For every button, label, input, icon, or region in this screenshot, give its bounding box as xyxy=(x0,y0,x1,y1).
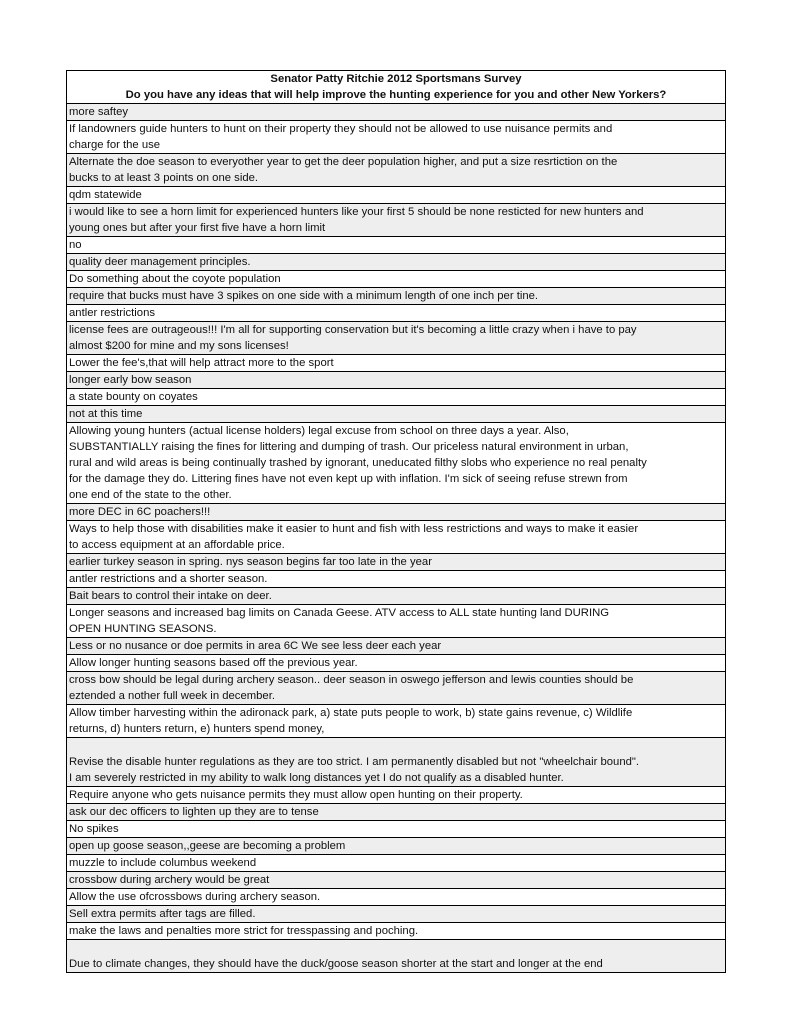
response-row xyxy=(67,104,725,121)
response-text: young ones but after your first five have a horn limit xyxy=(69,222,326,234)
survey-title: Senator Patty Ritchie 2012 Sportsmans Survey xyxy=(270,73,522,85)
response-row xyxy=(67,923,725,940)
response-text: SUBSTANTIALLY raising the fines for littering and dumping of trash. Our priceless natural environment in urban, xyxy=(69,441,629,453)
response-text: not at this time xyxy=(69,408,143,420)
response-row xyxy=(67,154,725,187)
response-row xyxy=(67,588,725,605)
response-row xyxy=(67,738,725,787)
response-row xyxy=(67,355,725,372)
response-text: make the laws and penalties more strict for tresspassing and poching. xyxy=(69,925,419,937)
response-text: Lower the fee's,that will help attract more to the sport xyxy=(69,357,334,369)
response-row xyxy=(67,672,725,705)
response-row xyxy=(67,872,725,889)
table-header xyxy=(67,71,725,104)
response-text: eztended a nother full week in december. xyxy=(69,690,275,702)
response-text: If landowners guide hunters to hunt on their property they should not be allowed to use nuisance permits and xyxy=(69,123,613,135)
response-text: rural and wild areas is being continually trashed by ignorant, uneducated filthy slobs who experience no real penalty xyxy=(69,457,647,469)
response-text: Allow the use ofcrossbows during archery season. xyxy=(69,891,321,903)
response-row xyxy=(67,889,725,906)
response-text: Ways to help those with disabilities make it easier to hunt and fish with less restrictions and ways to make it easier xyxy=(69,523,639,535)
response-row xyxy=(67,821,725,838)
response-row xyxy=(67,406,725,423)
response-text: antler restrictions and a shorter season. xyxy=(69,573,268,585)
response-text: license fees are outrageous!!! I'm all for supporting conservation but it's becoming a little crazy when i have to pay xyxy=(69,324,637,336)
survey-table xyxy=(66,70,726,973)
response-text: i would like to see a horn limit for experienced hunters like your first 5 should be none resticted for new hunters and xyxy=(69,206,644,218)
response-text: Sell extra permits after tags are filled. xyxy=(69,908,256,920)
response-row xyxy=(67,571,725,588)
response-row xyxy=(67,372,725,389)
response-row xyxy=(67,271,725,288)
response-text: Require anyone who gets nuisance permits they must allow open hunting on their property. xyxy=(69,789,523,801)
response-text: almost $200 for mine and my sons licenses! xyxy=(69,340,289,352)
response-row xyxy=(67,423,725,504)
response-text: qdm statewide xyxy=(69,189,142,201)
response-text: more DEC in 6C poachers!!! xyxy=(69,506,211,518)
response-row xyxy=(67,605,725,638)
response-row xyxy=(67,705,725,738)
response-row xyxy=(67,322,725,355)
response-text: Allow longer hunting seasons based off the previous year. xyxy=(69,657,358,669)
response-row xyxy=(67,804,725,821)
response-text: OPEN HUNTING SEASONS. xyxy=(69,623,217,635)
response-row xyxy=(67,787,725,804)
response-row xyxy=(67,554,725,571)
response-text: for the damage they do. Littering fines have not even kept up with inflation. I'm sick of seeing refuse strewn from xyxy=(69,473,628,485)
response-row xyxy=(67,237,725,254)
response-row xyxy=(67,305,725,322)
response-text: Bait bears to control their intake on deer. xyxy=(69,590,272,602)
response-row xyxy=(67,638,725,655)
response-text: antler restrictions xyxy=(69,307,156,319)
response-text: Allow timber harvesting within the adironack park, a) state puts people to work, b) state gains revenue, c) Wildlife xyxy=(69,707,633,719)
response-text: require that bucks must have 3 spikes on one side with a minimum length of one inch per tine. xyxy=(69,290,539,302)
survey-question: Do you have any ideas that will help improve the hunting experience for you and other New Yorkers? xyxy=(125,89,667,101)
response-text: bucks to at least 3 points on one side. xyxy=(69,172,259,184)
response-text: to access equipment at an affordable price. xyxy=(69,539,285,551)
response-text: earlier turkey season in spring. nys season begins far too late in the year xyxy=(69,556,432,568)
response-text: open up goose season,,geese are becoming a problem xyxy=(69,840,346,852)
response-text: Do something about the coyote population xyxy=(69,273,281,285)
response-row xyxy=(67,121,725,154)
response-text: quality deer management principles. xyxy=(69,256,251,268)
response-row xyxy=(67,838,725,855)
response-row xyxy=(67,521,725,554)
response-list xyxy=(67,104,725,972)
response-text: longer early bow season xyxy=(69,374,192,386)
response-row xyxy=(67,187,725,204)
response-row xyxy=(67,389,725,406)
response-row xyxy=(67,204,725,237)
response-text: No spikes xyxy=(69,823,119,835)
response-text: cross bow should be legal during archery season.. deer season in oswego jefferson and lewis counties should be xyxy=(69,674,634,686)
response-text: I am severely restricted in my ability to walk long distances yet I do not qualify as a disabled hunter. xyxy=(69,772,564,784)
response-row xyxy=(67,288,725,305)
response-text: Alternate the doe season to everyother year to get the deer population higher, and put a size resrtiction on the xyxy=(69,156,618,168)
response-text: ask our dec officers to lighten up they are to tense xyxy=(69,806,319,818)
response-row xyxy=(67,504,725,521)
response-text: returns, d) hunters return, e) hunters spend money, xyxy=(69,723,325,735)
response-row xyxy=(67,254,725,271)
response-row xyxy=(67,940,725,972)
response-text: Due to climate changes, they should have the duck/goose season shorter at the start and longer at the end xyxy=(69,958,603,970)
response-text: one end of the state to the other. xyxy=(69,489,232,501)
response-text: more saftey xyxy=(69,106,129,118)
response-text: charge for the use xyxy=(69,139,161,151)
response-row xyxy=(67,655,725,672)
response-text: Allowing young hunters (actual license holders) legal excuse from school on three days a year. Also, xyxy=(69,425,569,437)
response-text: Revise the disable hunter regulations as they are too strict. I am permanently disabled but not "wheelchair bound". xyxy=(69,756,640,768)
response-text: a state bounty on coyates xyxy=(69,391,198,403)
response-row xyxy=(67,855,725,872)
response-text: muzzle to include columbus weekend xyxy=(69,857,257,869)
response-text: crossbow during archery would be great xyxy=(69,874,270,886)
response-row xyxy=(67,906,725,923)
response-text: no xyxy=(69,239,82,251)
response-text: Less or no nusance or doe permits in area 6C We see less deer each year xyxy=(69,640,442,652)
response-text: Longer seasons and increased bag limits on Canada Geese. ATV access to ALL state hunting land DURING xyxy=(69,607,610,619)
